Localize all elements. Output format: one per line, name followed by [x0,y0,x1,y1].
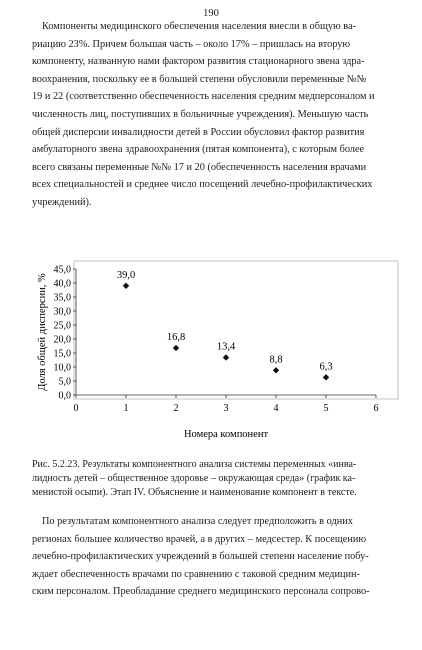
text-line: численность лиц, поступивших в больничные учреждения). Меньшую часть [32,108,369,120]
text-line: 19 и 22 (соответственно обеспеченность населения средним медперсоналом и [32,91,375,103]
text-line: общей дисперсии инвалидности детей в России обусловил фактор развития [32,126,365,138]
data-point [223,354,229,360]
paragraph-1 [32,18,390,212]
chart-svg [20,257,400,447]
text-line: амбулаторного звена здравоохранения (пятая компонента), с которым более [32,144,365,156]
x-tick-label: 2 [173,403,179,414]
caption-line: лидность детей – общественное здоровье – окружающая среда» (график ка- [32,473,356,484]
y-tick-label: 25,0 [53,320,71,332]
data-label: 8,8 [269,354,283,366]
text-line: ским персоналом. Преобладание среднего медицинского персонала сопрово- [32,586,370,598]
data-label: 39,0 [116,269,136,281]
text-line: По результатам компонентного анализа следует предположить в одних [42,516,353,527]
x-tick-label: 0 [73,403,79,414]
x-tick-label: 5 [323,403,329,414]
text-line: всего связаны переменные №№ 17 и 20 (обеспеченность населения врачами [32,161,367,173]
x-axis-title: Номера компонент [183,429,269,440]
scree-plot-chart [20,257,400,447]
data-point [173,345,179,351]
y-tick-label: 35,0 [53,292,71,304]
y-tick-label: 15,0 [53,348,71,360]
y-tick-label: 10,0 [53,362,71,374]
x-tick-label: 3 [223,403,229,414]
text-line: ждает обеспеченность врачами по сравнению с таковой средним медицин- [32,568,360,580]
y-tick-label: 40,0 [53,278,71,290]
y-tick-label: 20,0 [53,334,71,346]
text-line: риацию 23%. Причем большая часть – около 17% – пришлась на вторую [32,38,351,50]
data-label: 13,4 [216,341,236,353]
data-point [323,374,329,380]
data-point [123,283,129,289]
y-tick-label: 45,0 [53,264,71,276]
y-tick-label: 0,0 [58,390,71,402]
plot-area-frame [74,261,398,399]
caption-line: менистой осыпи). Этап IV. Объяснение и наименование компонент в тексте. [32,487,357,498]
page-number: 190 [203,8,219,19]
text-line: воохранения, поскольку ее в большей степени обусловили переменные №№ [32,73,367,85]
data-label: 6,3 [319,361,333,373]
text-line: лечебно-профилактических учреждений в большей степени население побу- [32,551,369,563]
x-tick-label: 1 [123,403,129,414]
text-line: Компоненты медицинского обеспечения населения внесли в общую ва- [42,21,357,32]
data-label: 16,8 [166,331,186,343]
y-tick-label: 5,0 [58,376,71,388]
y-tick-label: 30,0 [53,306,71,318]
caption-line: Рис. 5.2.23. Результаты компонентного анализа системы переменных «инва- [32,459,357,470]
text-line: всех специальностей и среднее число посещений лечебно-профилактических [32,179,373,191]
text-line: учреждений). [32,196,92,208]
data-point [273,367,279,373]
figure-caption [32,458,392,500]
y-axis-title: Доля общей дисперсии, % [37,273,48,391]
x-tick-label: 6 [373,403,379,414]
text-line: регионах большее количество врачей, а в других – медсестер. К посещению [32,533,367,545]
paragraph-2 [32,513,390,601]
x-tick-label: 4 [273,403,279,414]
text-line: компоненту, названную нами фактором развития стационарного звена здра- [32,56,365,68]
